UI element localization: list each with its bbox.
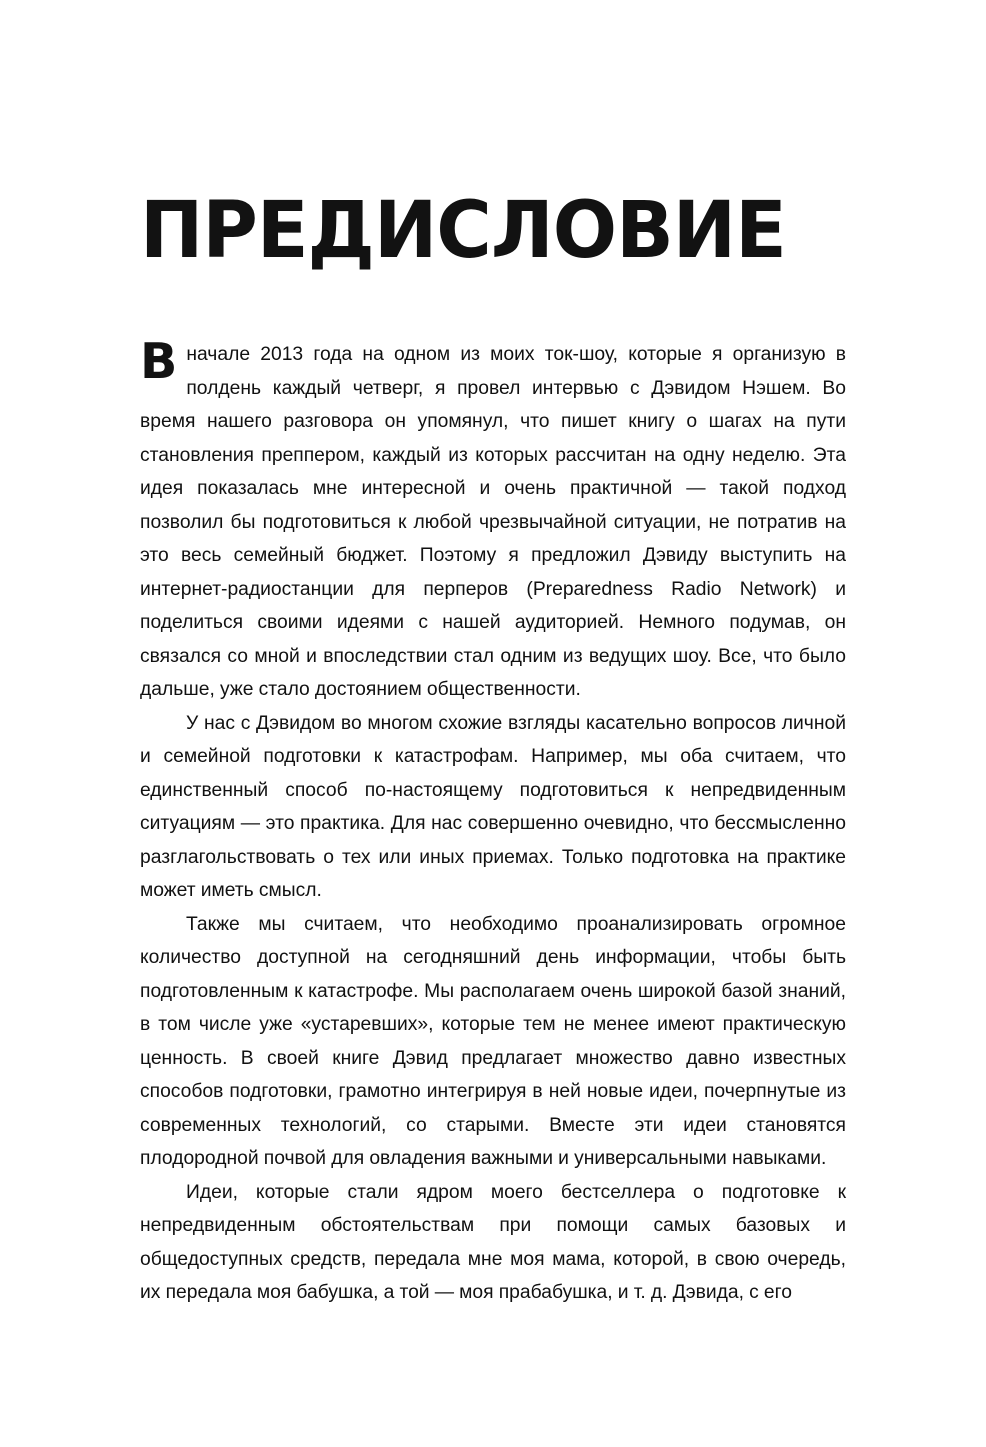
paragraph [140,908,846,1176]
paragraph [140,333,846,707]
paragraph [140,1176,846,1310]
paragraph-text: Идеи, которые стали ядром моего бестселлера о подготовке к непредвиденным обстоятельствам при помощи самых базовых и общедоступных средств, передала мне моя мама, которой, в свою очередь, их передала моя бабушка, а той — моя прабабушка, и т. д. Дэвида, с его [140,1181,846,1303]
page-title: ПРЕДИСЛОВИЕ [140,186,786,277]
paragraph-text: начале 2013 года на одном из моих ток-шоу, которые я организую в полдень каждый четверг, я провел интервью с Дэвидом Нэшем. Во время нашего разговора он упомянул, что пишет книгу о шагах на пути становления преппером, каждый из которых рассчитан на одну неделю. Эта идея показалась мне интересной и очень практичной — такой подход позволил бы подготовиться к любой чрезвычайной ситуации, не потратив на это весь семейный бюджет. Поэтому я предложил Дэвиду выступить на интернет-радиостанции для пepпepoв (Preparedness Radio Network) и поделиться своими идеями с нашей аудиторией. Немного подумав, он связался со мной и впоследствии стал одним из ведущих шоу. Все, что было дальше, уже стало достоянием общественности. [140,344,846,700]
paragraph [140,707,846,908]
paragraph-text: У нас с Дэвидом во многом схожие взгляды касательно вопросов личной и семейной подготовки к катастрофам. Например, мы оба считаем, что единственный способ по-настоящему подготовиться к непредвиденным ситуациям — это практика. Для нас совершенно очевидно, что бессмысленно разглагольствовать о тех или иных приемах. Только подготовка на практике может иметь смысл. [140,712,846,901]
drop-cap: В [140,333,178,390]
body-text [140,333,846,1310]
paragraph-text: Также мы считаем, что необходимо проанализировать огромное количество доступной на сегодняшний день информации, чтобы быть подготовленным к катастрофе. Мы располагаем очень широкой базой знаний, в том числе уже «устаревших», которые тем не менее имеют практическую ценность. В своей книге Дэвид предлагает множество давно известных способов подготовки, грамотно интегрируя в ней новые идеи, почерпнутые из современных технологий, со старыми. Вместе эти идеи становятся плодородной почвой для овладения важными и универсальными навыками. [140,913,846,1169]
